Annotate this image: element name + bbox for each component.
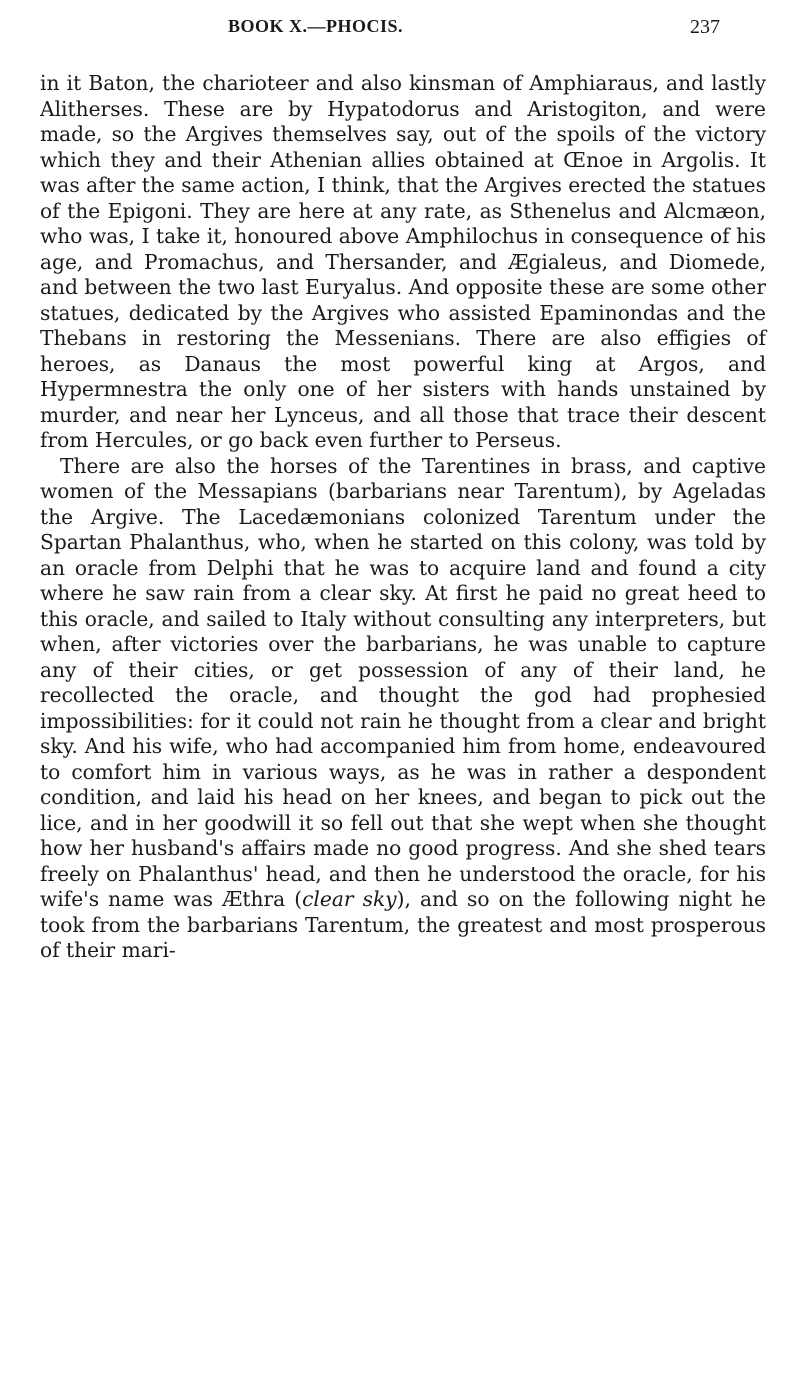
body-text <box>40 71 766 964</box>
paragraph-text: There are also the horses of the Tarentines in brass, and captive women of the Messapians (barbarians near Tarentum), by Ageladas the Argive. The Lacedæmonians colonized Tarentum under the Spartan Phalanthus, who, when he started on this colony, was told by an oracle from Delphi that he was to acquire land and found a city where he saw rain from a clear sky. At first he paid no great heed to this oracle, and sailed to Italy without consulting any interpreters, but when, after victories over the barbarians, he was unable to capture any of their cities, or get possession of any of their land, he recollected the oracle, and thought the god had prophesied impossibilities: for it could not rain he thought from a clear and bright sky. And his wife, who had accompanied him from home, endeavoured to comfort him in various ways, as he was in rather a despondent condition, and laid his head on her knees, and began to pick out the lice, and in her goodwill it so fell out that she wept when she thought how her husband's affairs made no good progress. And she shed tears freely on Phalanthus' head, and then he understood the oracle, for his wife's name was Æthra ( <box>40 453 766 911</box>
running-head: BOOK X.—PHOCIS. <box>228 16 404 36</box>
paragraph <box>40 454 766 964</box>
italic-gloss: clear sky <box>302 887 397 911</box>
paragraph: in it Baton, the charioteer and also kinsman of Amphiaraus, and lastly Alitherses. These are by Hypatodorus and Aristogiton, and were made, so the Argives themselves say, out of the spoils of the victory which they and their Athenian allies obtained at Œnoe in Argolis. It was after the same action, I think, that the Argives erected the statues of the Epigoni. They are here at any rate, as Sthenelus and Alcmæon, who was, I take it, honoured above Amphilochus in consequence of his age, and Promachus, and Thersander, and Ægialeus, and Diomede, and between the two last Euryalus. And opposite these are some other statues, dedicated by the Argives who assisted Epaminondas and the Thebans in restoring the Messenians. There are also effigies of heroes, as Danaus the most powerful king at Argos, and Hypermnestra the only one of her sisters with hands unstained by murder, and near her Lynceus, and all those that trace their descent from Hercules, or go back even further to Perseus. <box>40 71 766 452</box>
page-number: 237 <box>690 16 720 38</box>
paragraph-text: ), and so on the following night he took from the barbarians Tarentum, the greatest and most prosperous of their mari- <box>40 887 766 962</box>
